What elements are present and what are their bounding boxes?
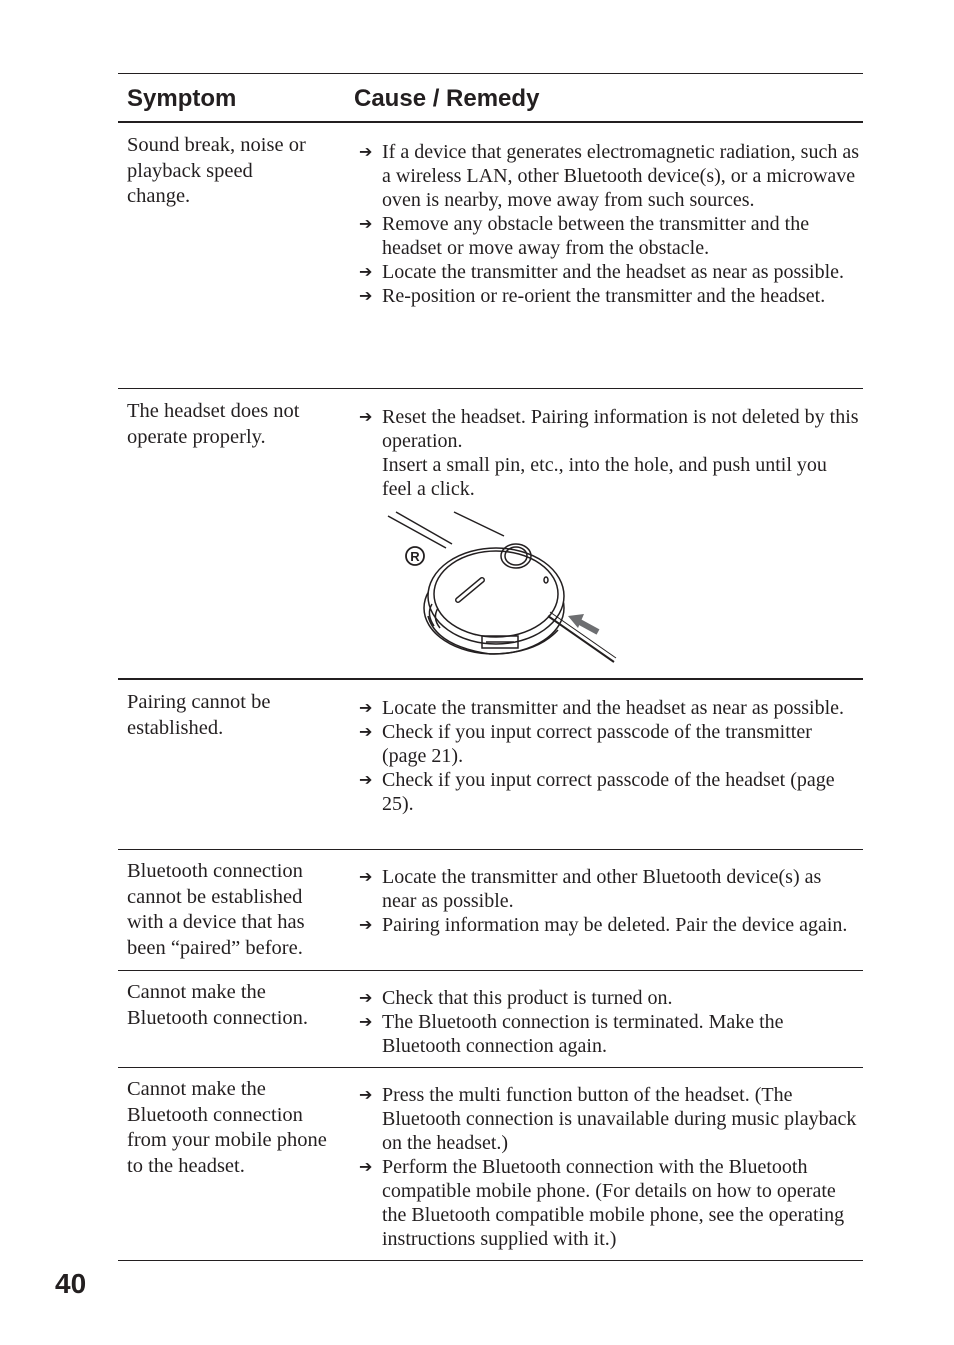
symptom-cell: The headset does not operate properly.: [127, 400, 300, 448]
remedy-cell: [359, 696, 859, 816]
table-row: [118, 971, 863, 1068]
remedy-item: ➔ Reset the headset. Pairing information is not deleted by this operation.: [359, 406, 859, 452]
remedy-cell: [359, 140, 859, 308]
remedy-cell: [359, 1083, 859, 1251]
remedy-column-header: Cause / Remedy: [354, 85, 540, 112]
remedy-item: ➔ Check that this product is turned on.: [359, 987, 673, 1009]
remedy-item: ➔ If a device that generates electromagnetic radiation, such as a wireless LAN, other Bluetooth device(s), or a microwave oven is nearby, move away from such sources.: [359, 141, 859, 211]
remedy-item: ➔ Perform the Bluetooth connection with the Bluetooth compatible mobile phone. (For details on how to operate the Bluetooth compatible mobile phone, see the operating instructions supplied with it.): [359, 1156, 845, 1250]
arrow-icon: ➔: [359, 867, 373, 886]
remedy-item: ➔ Check if you input correct passcode of the transmitter (page 21).: [359, 721, 812, 767]
remedy-item: ➔ Locate the transmitter and other Bluetooth device(s) as near as possible.: [359, 866, 822, 912]
remedy-item: ➔ Pairing information may be deleted. Pair the device again.: [359, 914, 848, 936]
remedy-item: ➔ Locate the transmitter and the headset as near as possible.: [359, 261, 845, 283]
remedy-cell: [359, 405, 859, 501]
arrow-icon: ➔: [359, 214, 373, 233]
symptom-cell: Sound break, noise or playback speed change.: [127, 134, 306, 208]
remedy-item: ➔ Remove any obstacle between the transmitter and the headset or move away from the obstacle.: [359, 213, 810, 259]
arrow-icon: ➔: [359, 722, 373, 741]
remedy-item: ➔ Check if you input correct passcode of the headset (page 25).: [359, 769, 835, 815]
arrow-icon: ➔: [359, 1085, 373, 1104]
remedy-cell: [359, 865, 859, 937]
remedy-note: Insert a small pin, etc., into the hole, and push until you feel a click.: [382, 454, 827, 500]
arrow-icon: ➔: [359, 1157, 373, 1176]
remedy-item: ➔ Press the multi function button of the headset. (The Bluetooth connection is unavailable during music playback on the headset.): [359, 1084, 857, 1154]
symptom-cell: Cannot make the Bluetooth connection from your mobile phone to the headset.: [127, 1078, 327, 1177]
arrow-icon: ➔: [359, 142, 373, 161]
arrow-icon: ➔: [359, 988, 373, 1007]
remedy-cell: [359, 986, 859, 1058]
arrow-icon: ➔: [359, 286, 373, 305]
page-number: 40: [55, 1268, 87, 1299]
arrow-icon: ➔: [359, 407, 373, 426]
headset-reset-illustration: [386, 508, 618, 668]
table-row: [118, 123, 863, 389]
arrow-icon: ➔: [359, 770, 373, 789]
symptom-cell: Cannot make the Bluetooth connection.: [127, 981, 309, 1029]
arrow-icon: ➔: [359, 1012, 373, 1031]
remedy-item: ➔ Re-position or re-orient the transmitter and the headset.: [359, 285, 826, 307]
arrow-icon: ➔: [359, 262, 373, 281]
remedy-item: ➔ The Bluetooth connection is terminated. Make the Bluetooth connection again.: [359, 1011, 784, 1057]
table-row: [118, 850, 863, 971]
symptom-cell: Pairing cannot be established.: [127, 691, 271, 739]
symptom-column-header: Symptom: [127, 85, 237, 112]
table-row: [118, 680, 863, 850]
r-marker-label: R: [410, 549, 420, 564]
remedy-item: ➔ Locate the transmitter and the headset as near as possible.: [359, 697, 845, 719]
symptom-cell: Bluetooth connection cannot be established with a device that has been “paired” before.: [127, 860, 305, 959]
arrow-icon: ➔: [359, 698, 373, 717]
arrow-icon: ➔: [359, 915, 373, 934]
table-row: [118, 1068, 863, 1261]
table-header: [118, 74, 863, 123]
